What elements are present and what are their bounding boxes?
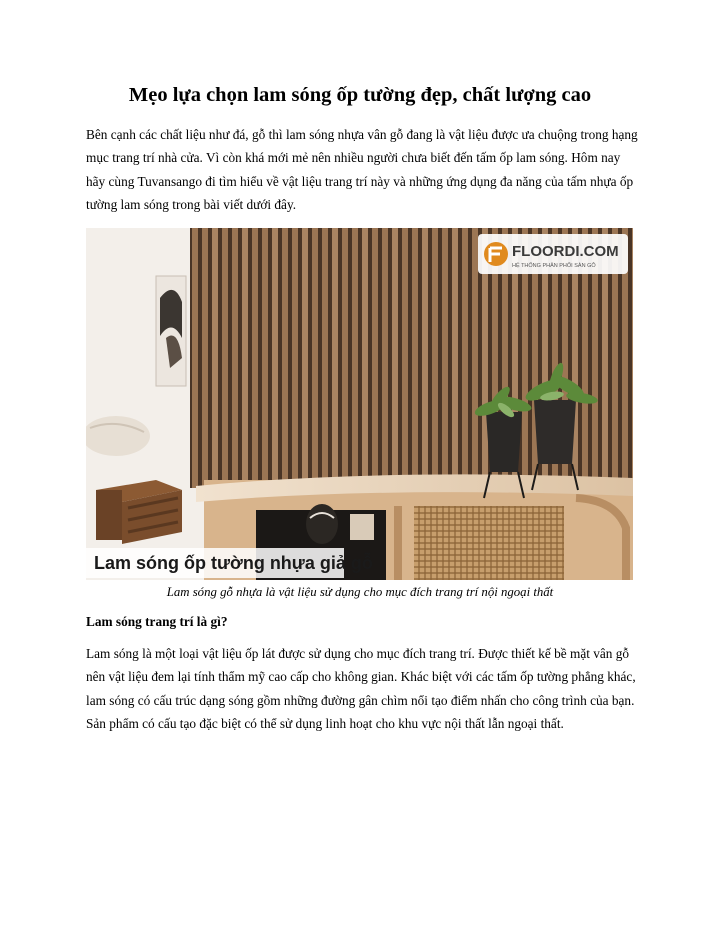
wall-slat [382, 228, 388, 488]
floordi-logo [478, 234, 628, 274]
section-heading: Lam sóng trang trí là gì? [86, 614, 228, 629]
wall-slat [202, 228, 208, 488]
figure-caption: Lam sóng gỗ nhựa là vật liệu sử dụng cho mục đích trang trí nội ngoại thất [166, 585, 554, 599]
wall-slat [462, 228, 468, 488]
wall-slat [392, 228, 398, 488]
article-figure [86, 228, 633, 580]
wall-slat [212, 228, 218, 488]
wall-slat [472, 228, 478, 488]
section-paragraph: Lam sóng là một loại vật liệu ốp lát được sử dụng cho mục đích trang trí. Được thiết kế bề mặt vân gỗ nên vật liệu đem lại tính thẩm mỹ cao cấp cho không gian. Khác biệt với các tấm ốp tường phẳng khác, lam sóng có cấu trúc dạng sóng gồm những đường gân chìm nổi tạo điểm nhấn cho công trình của bạn. Sản phẩm có cấu tạo đặc biệt có thể sử dụng linh hoạt cho khu vực nội thất lẫn ngoại thất. [86, 646, 636, 732]
wall-slat [352, 228, 358, 488]
wall-slat [222, 228, 228, 488]
wall-slat [232, 228, 238, 488]
wall-art [156, 276, 186, 386]
wall-slat [362, 228, 368, 488]
overlay-text: Lam sóng ốp tường nhựa giả gỗ [94, 553, 373, 573]
wall-slat [412, 228, 418, 488]
wall-slat [632, 228, 633, 488]
wall-slat [402, 228, 408, 488]
wall-slat [432, 228, 438, 488]
overlay-banner [86, 548, 373, 578]
article-title: Mẹo lựa chọn lam sóng ốp tường đẹp, chất lượng cao [128, 84, 592, 106]
wall-slat [312, 228, 318, 488]
wall-slat [242, 228, 248, 488]
wall-slat [272, 228, 278, 488]
wall-slat [292, 228, 298, 488]
panel-sample [96, 480, 182, 544]
logo-text: FLOORDI.COM [512, 243, 619, 260]
wall-slat [372, 228, 378, 488]
wall-slat [192, 228, 198, 488]
wall-slat [442, 228, 448, 488]
wall-slat [252, 228, 258, 488]
wall-slat [282, 228, 288, 488]
wall-slat [302, 228, 308, 488]
logo-tagline: HỆ THỐNG PHÂN PHỐI SÀN GỖ [512, 263, 596, 269]
wall-slat [322, 228, 328, 488]
wall-slat [452, 228, 458, 488]
intro-paragraph: Bên cạnh các chất liệu như đá, gỗ thì lam sóng nhựa vân gỗ đang là vật liệu được ưa chuộng trong hạng mục trang trí nhà cửa. Vì còn khá mới mẻ nên nhiều người chưa biết đến tấm ốp lam sóng. Hôm nay hãy cùng Tuvansango đi tìm hiểu về vật liệu trang trí này và những ứng dụng đa năng của tấm nhựa ốp tường lam sóng trong bài viết dưới đây. [86, 127, 638, 213]
wall-slat [342, 228, 348, 488]
wall-slat [422, 228, 428, 488]
wall-slat [332, 228, 338, 488]
wall-slat [262, 228, 268, 488]
